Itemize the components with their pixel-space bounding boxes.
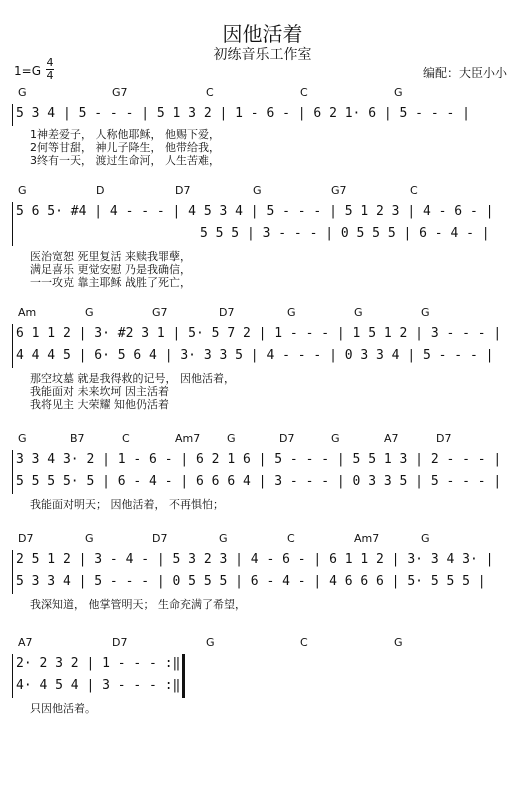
system-bracket [12,202,13,246]
lyric-line: 一一攻克 靠主耶稣 战胜了死亡， [30,276,191,289]
chord-symbol: D7 [436,432,452,445]
final-barline [182,654,185,698]
lyric-line: 那空坟墓 就是我得救的记号， 因他活着， [30,372,235,385]
lyric-line: 2何等甘甜， 神儿子降生， 他带给我， [30,141,220,154]
lyric-line: 满足喜乐 更觉安慰 乃是我确信， [30,263,191,276]
chord-symbol: C [122,432,130,445]
chord-symbol: G [253,184,262,197]
chord-symbol: C [300,636,308,649]
chord-symbol: G [354,306,363,319]
chord-symbol: G7 [112,86,128,99]
chord-symbol: D7 [175,184,191,197]
system-bracket [12,104,13,126]
chord-symbol: G [227,432,236,445]
lyric-line: 只因他活着。 [30,702,96,715]
chord-symbol: C [300,86,308,99]
chord-symbol: G [287,306,296,319]
chord-symbol: G [331,432,340,445]
chord-symbol: D7 [219,306,235,319]
chord-symbol: G [18,432,27,445]
chord-symbol: G [85,532,94,545]
chord-symbol: G [394,636,403,649]
arranger-credit: 编配：大臣小小 [422,66,507,80]
chord-symbol: G [18,184,27,197]
chord-symbol: G7 [152,306,168,319]
melody-upper: 3 3 4 3· 2 | 1 - 6 - | 6 2 1 6 | 5 - - - | 5 5 1 3 | 2 - - - | [16,452,502,467]
melody-lower: 4· 4 5 4 | 3 - - - :‖ [16,678,181,693]
chord-symbol: D [96,184,105,197]
chord-symbol: A7 [384,432,399,445]
lyric-line: 我将见主 大荣耀 知他仍活着 [30,398,169,411]
chord-symbol: G [206,636,215,649]
lyric-line: 医治宽恕 死里复活 来赎我罪孽， [30,250,191,263]
key-signature: 1=G [14,64,41,78]
chord-symbol: Am7 [354,532,380,545]
chord-symbol: B7 [70,432,85,445]
melody-upper: 2· 2 3 2 | 1 - - - :‖ [16,656,181,671]
chord-symbol: G [421,532,430,545]
system-bracket [12,324,13,368]
melody-upper: 2 5 1 2 | 3 - 4 - | 5 3 2 3 | 4 - 6 - | 6 1 1 2 | 3· 3 4 3· | [16,552,494,567]
chord-symbol: Am [18,306,37,319]
chord-symbol: C [410,184,418,197]
time-signature-top: 4 [46,56,54,69]
melody-upper: 5 6 5· #4 | 4 - - - | 4 5 3 4 | 5 - - - | 5 1 2 3 | 4 - 6 - | [16,204,494,219]
chord-symbol: G [18,86,27,99]
chord-symbol: D7 [152,532,168,545]
melody-lower: 5 5 5 5· 5 | 6 - 4 - | 6 6 6 4 | 3 - - - | 0 3 3 5 | 5 - - - | [16,474,502,489]
chord-symbol: D7 [18,532,34,545]
lyric-line: 我能面对 未来坎坷 因主活着 [30,385,169,398]
lyric-line: 1神差爱子， 人称他耶稣， 他赐下爱， [30,128,220,141]
chord-symbol: G [394,86,403,99]
chord-symbol: G [421,306,430,319]
score-subtitle: 初练音乐工作室 [213,47,312,63]
chord-symbol: D7 [279,432,295,445]
system-bracket [12,654,13,698]
chord-symbol: C [206,86,214,99]
chord-symbol: G [85,306,94,319]
system-bracket [12,550,13,594]
melody-lower: 5 5 5 | 3 - - - | 0 5 5 5 | 6 - 4 - | [200,226,490,241]
chord-symbol: G7 [331,184,347,197]
chord-symbol: C [287,532,295,545]
time-signature [46,58,54,81]
system-bracket [12,450,13,494]
lyric-line: 我能面对明天； 因他活着， 不再惧怕； [30,498,224,511]
melody-upper: 6 1 1 2 | 3· #2 3 1 | 5· 5 7 2 | 1 - - - | 1 5 1 2 | 3 - - - | [16,326,502,341]
score-title: 因他活着 [222,22,303,46]
melody-lower: 4 4 4 5 | 6· 5 6 4 | 3· 3 3 5 | 4 - - - | 0 3 3 4 | 5 - - - | [16,348,494,363]
chord-symbol: A7 [18,636,33,649]
chord-symbol: G [219,532,228,545]
chord-symbol: Am7 [175,432,201,445]
melody-upper: 5 3 4 | 5 - - - | 5 1 3 2 | 1 - 6 - | 6 2 1· 6 | 5 - - - | [16,106,470,121]
lyric-line: 我深知道， 他掌管明天； 生命充满了希望， [30,598,246,611]
chord-symbol: D7 [112,636,128,649]
lyric-line: 3终有一天， 渡过生命河， 人生苦难， [30,154,220,167]
time-signature-bottom: 4 [46,69,54,82]
melody-lower: 5 3 3 4 | 5 - - - | 0 5 5 5 | 6 - 4 - | 4 6 6 6 | 5· 5 5 5 | [16,574,486,589]
